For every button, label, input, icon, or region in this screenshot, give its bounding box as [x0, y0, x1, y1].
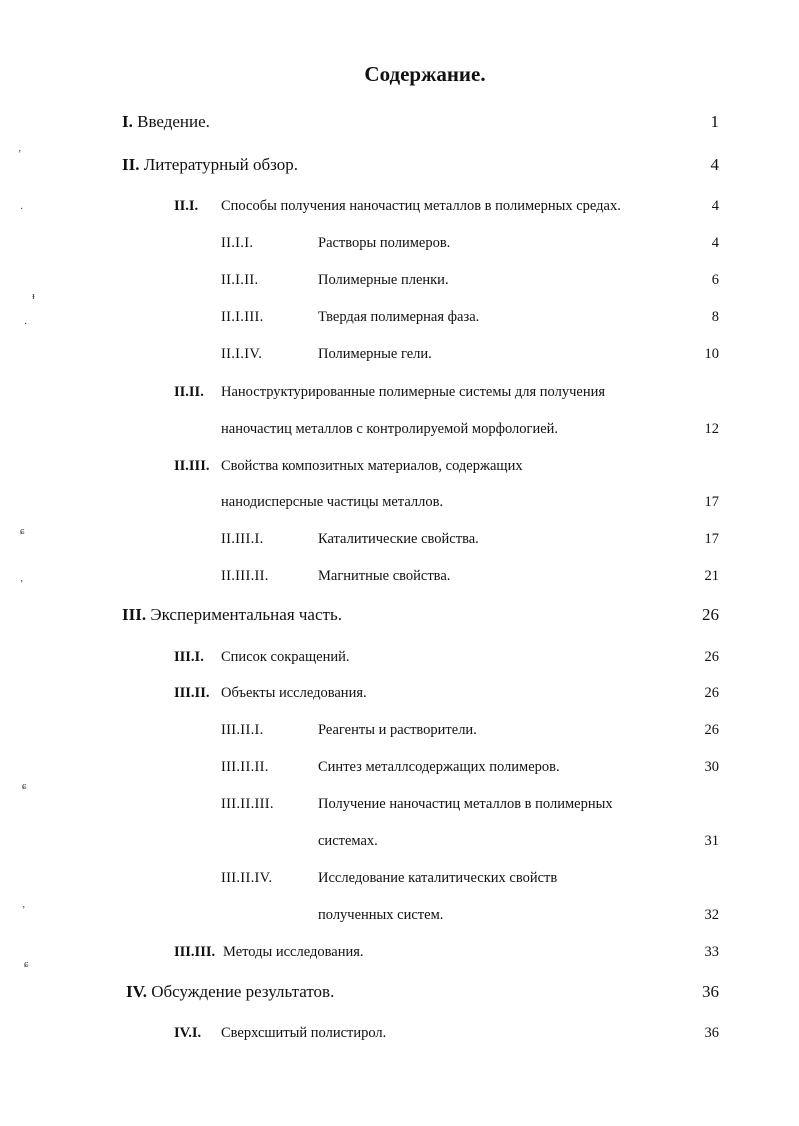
- page-number: 30: [704, 759, 719, 775]
- page-number: 36: [704, 1025, 719, 1041]
- toc-entry-s2-3-2: [0, 566, 799, 592]
- section-title: Твердая полимерная фаза.: [318, 309, 480, 325]
- section-title-line-2: нанодисперсные частицы металлов.: [221, 494, 444, 510]
- section-number: IV.I.: [174, 1025, 202, 1041]
- section-number: IV.: [126, 982, 147, 1001]
- toc-entry-s3-2-1: [0, 720, 799, 746]
- section-number: II.: [122, 155, 140, 174]
- scan-speck: ·: [20, 204, 24, 215]
- toc-entry-s2: [0, 155, 799, 181]
- toc-entry-s3: [0, 605, 799, 631]
- toc-entry-s2-2-cont: [0, 419, 799, 445]
- section-title-line-2: полученных систем.: [318, 907, 444, 923]
- section-title: Список сокращений.: [221, 649, 350, 665]
- section-number: II.I.II.: [221, 272, 259, 288]
- section-number: III.II.: [174, 685, 210, 701]
- toc-entry-s2-1-2: [0, 270, 799, 296]
- section-title-line-1: Свойства композитных материалов, содержащих: [221, 458, 523, 474]
- page-number: 10: [704, 346, 719, 362]
- section-number: III.II.III.: [221, 796, 274, 812]
- section-title-line-2: наночастиц металлов с контролируемой морфологией.: [221, 421, 559, 437]
- toc-entry-s2-2: [0, 382, 799, 408]
- page-number: 1: [710, 112, 719, 131]
- section-title: Методы исследования.: [223, 944, 364, 960]
- page-number: 6: [711, 272, 719, 288]
- section-number: II.I.I.: [221, 235, 254, 251]
- section-title: Синтез металлсодержащих полимеров.: [318, 759, 560, 775]
- page-number: 26: [704, 685, 719, 701]
- page-number: 17: [704, 531, 719, 547]
- toc-entry-s3-2-3-cont: [0, 831, 799, 857]
- section-number: II.I.: [174, 198, 199, 214]
- scan-speck: ʼ: [22, 905, 26, 916]
- page-title: Содержание.: [364, 62, 486, 86]
- scan-speck: ʼ: [18, 149, 22, 160]
- section-title: Сверхсшитый полистирол.: [221, 1025, 387, 1041]
- page-number: 21: [704, 568, 719, 584]
- section-title-line-1: Исследование каталитических свойств: [318, 870, 558, 886]
- page-number: 4: [711, 235, 719, 251]
- toc-entry-s1: [0, 112, 799, 138]
- toc-entry-s3-2-2: [0, 757, 799, 783]
- scan-speck: ɕ: [22, 781, 27, 792]
- section-title: Объекты исследования.: [221, 685, 367, 701]
- section-title: Способы получения наночастиц металлов в полимерных средах.: [221, 198, 621, 214]
- section-number: I.: [122, 112, 133, 131]
- toc-entry-s2-1: [0, 196, 799, 222]
- toc-entry-s2-1-3: [0, 307, 799, 333]
- section-title-line-2: системах.: [318, 833, 378, 849]
- toc-entry-s3-2-4-cont: [0, 905, 799, 931]
- toc-entry-s3-2: [0, 683, 799, 709]
- page-number: 26: [702, 605, 719, 624]
- section-title: Введение.: [137, 112, 210, 131]
- toc-entry-s4-1: [0, 1023, 799, 1049]
- scan-speck: ʼ: [20, 579, 24, 590]
- page-number: 17: [704, 494, 719, 510]
- toc-entry-s4: [0, 982, 799, 1008]
- toc-entry-s3-2-3: [0, 794, 799, 820]
- section-number: III.I.: [174, 649, 204, 665]
- section-number: II.III.: [174, 458, 210, 474]
- section-number: II.I.III.: [221, 309, 264, 325]
- section-title-line-1: Получение наночастиц металлов в полимерных: [318, 796, 613, 812]
- section-number: III.II.I.: [221, 722, 264, 738]
- section-number: II.III.I.: [221, 531, 264, 547]
- page-number: 26: [704, 649, 719, 665]
- section-title: Магнитные свойства.: [318, 568, 451, 584]
- section-title-line-1: Наноструктурированные полимерные системы для получения: [221, 384, 606, 400]
- page-number: 33: [704, 944, 719, 960]
- toc-entry-s2-1-4: [0, 344, 799, 370]
- section-title: Каталитические свойства.: [318, 531, 479, 547]
- section-title: Экспериментальная часть.: [150, 605, 342, 624]
- scan-speck: ᵻ: [32, 291, 35, 302]
- section-number: II.II.: [174, 384, 204, 400]
- toc-entry-s3-2-4: [0, 868, 799, 894]
- toc-entry-s2-3-1: [0, 526, 799, 555]
- section-number: III.III.: [174, 944, 216, 960]
- section-title: Обсуждение результатов.: [151, 982, 335, 1001]
- page-number: 36: [702, 982, 719, 1001]
- page-number: 4: [710, 155, 719, 174]
- page-number: 8: [711, 309, 719, 325]
- scan-speck: ·: [24, 319, 28, 330]
- section-title: Литературный обзор.: [143, 155, 299, 174]
- toc-entry-s2-1-1: [0, 233, 799, 259]
- section-title: Полимерные пленки.: [318, 272, 449, 288]
- toc-entry-s2-3-cont: [0, 492, 799, 518]
- section-number: II.I.IV.: [221, 346, 263, 362]
- page-number: 26: [704, 722, 719, 738]
- toc-entry-s3-3: [0, 942, 799, 968]
- page-number: 4: [711, 198, 719, 214]
- page-number: 31: [704, 833, 719, 849]
- toc-entry-s3-1: [0, 647, 799, 673]
- section-number: III.II.IV.: [221, 870, 273, 886]
- scan-speck: ɕ: [24, 959, 29, 970]
- section-number: III.: [122, 605, 147, 624]
- section-number: II.III.II.: [221, 568, 269, 584]
- scan-speck: ɕ: [20, 526, 25, 537]
- section-title: Растворы полимеров.: [318, 235, 451, 251]
- section-number: III.II.II.: [221, 759, 269, 775]
- page-number: 32: [704, 907, 719, 923]
- section-title: Реагенты и растворители.: [318, 722, 477, 738]
- page-number: 12: [704, 421, 719, 437]
- section-title: Полимерные гели.: [318, 346, 432, 362]
- toc-entry-s2-3: [0, 456, 799, 482]
